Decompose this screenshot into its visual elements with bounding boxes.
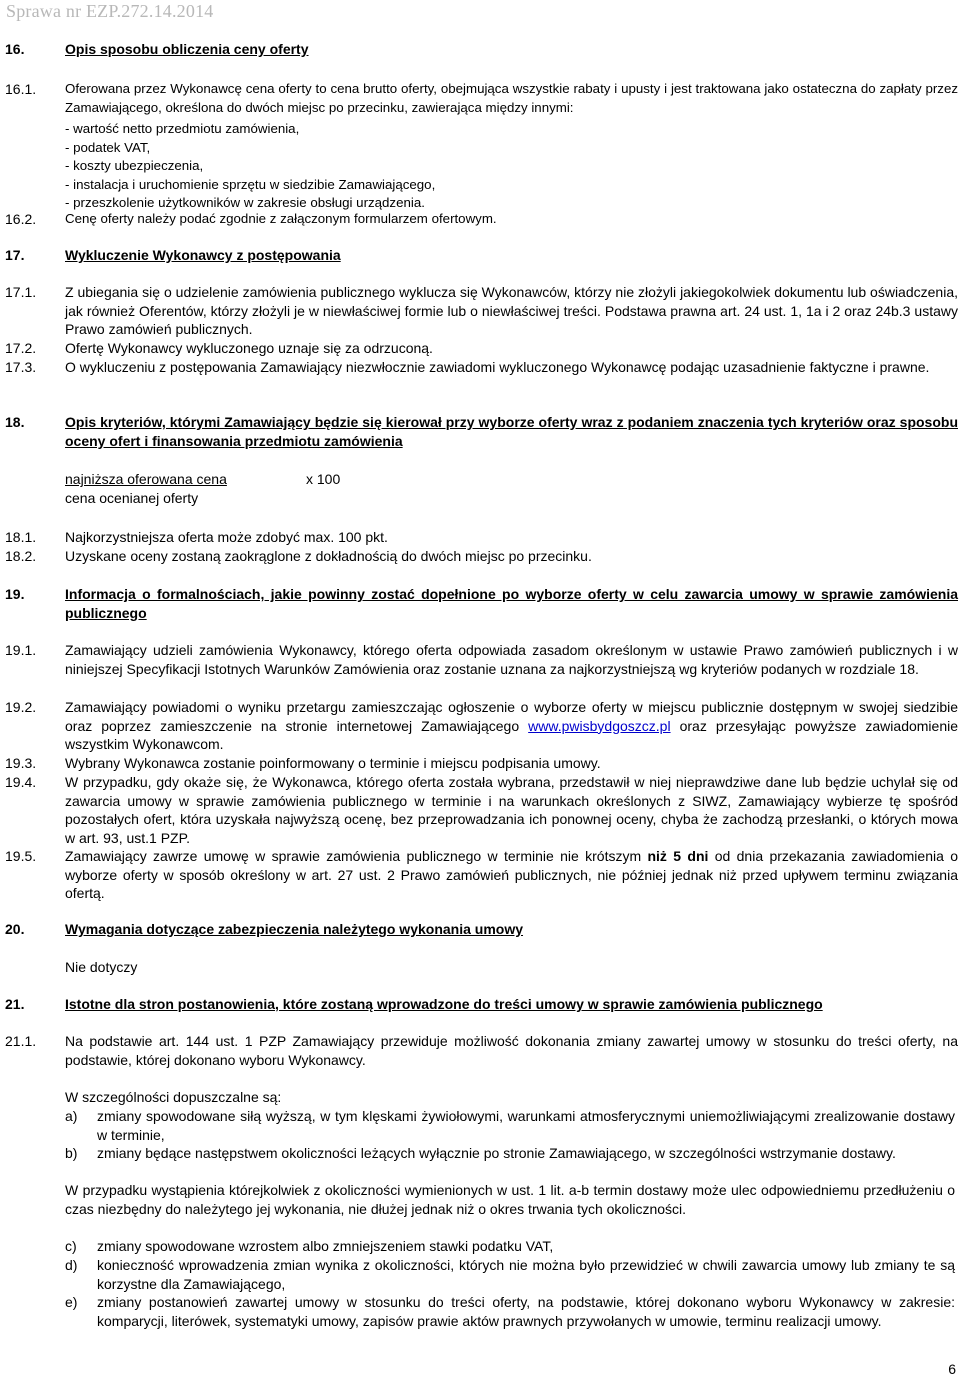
section-number: 20. (5, 921, 25, 937)
section-17-heading (5, 246, 341, 265)
item-text-part: od dnia przekazania zawiadomienia o wyborze oferty w sposób określony w art. 27 ust. 2 Prawo zamówień publicznych, nie później jednak niż przed upływem terminu związania ofertą. (65, 848, 959, 902)
list-text: zmiany postanowień zawartej umowy w stosunku do treści oferty, na podstawie, której dokonano wyboru Wykonawcy w zakresie: komparycji, literówek, systematyki umowy, zapisów prawie aktów prawnych przywołanych w umowie, terminu realizacji umowy. (97, 1294, 955, 1329)
item-number: 18.2. (5, 548, 37, 564)
list-item: - przeszkolenie użytkowników w zakresie obsługi urządzenia. (65, 195, 425, 211)
section-number: 17. (5, 247, 25, 263)
section-title: Opis kryteriów, którymi Zamawiający będzie się kierował przy wyborze oferty wraz z podaniem znaczenia tych kryteriów oraz sposobu oceny ofert i finansowania przedmiotu zamówienia (65, 414, 958, 449)
section-20-text: Nie dotyczy (65, 959, 138, 975)
list-letter: d) (65, 1257, 78, 1273)
list-letter: e) (65, 1294, 78, 1310)
list-letter: c) (65, 1238, 77, 1254)
item-text: Najkorzystniejsza oferta może zdobyć max. 100 pkt. (65, 529, 388, 545)
item-number: 19.2. (5, 699, 37, 715)
item-number: 16.2. (5, 211, 37, 227)
item-text: Ofertę Wykonawcy wykluczonego uznaje się za odrzuconą. (65, 340, 433, 356)
list-letter: a) (65, 1108, 78, 1124)
section-number: 18. (5, 414, 25, 430)
section-number: 21. (5, 996, 25, 1012)
list-text: zmiany spowodowane wzrostem albo zmniejszeniem stawki podatku VAT, (97, 1238, 554, 1254)
website-link[interactable]: www.pwisbydgoszcz.pl (528, 717, 671, 734)
section-title: Opis sposobu obliczenia ceny oferty (65, 41, 309, 57)
item-text-part: Zamawiający powiadomi o wyniku przetargu zamieszczając ogłoszenie o wyborze oferty w miejscu publicznie dostępnym w swojej siedzibie oraz poprzez zamieszczenie na stronie internetowej Zamawiającego (65, 699, 958, 734)
list-text: zmiany będące następstwem okoliczności leżących wyłącznie po stronie Zamawiającego, w szczególności wstrzymanie dostawy. (97, 1145, 896, 1161)
item-number: 19.5. (5, 848, 37, 864)
item-text: Cenę oferty należy podać zgodnie z załączonym formularzem ofertowym. (65, 211, 497, 226)
section-number: 16. (5, 41, 25, 57)
section-number: 19. (5, 586, 25, 602)
item-text: Z ubiegania się o udzielenie zamówienia publicznego wyklucza się Wykonawców, którzy nie złożyli jakiegokolwiek dokumentu lub oświadczenia, jak również Oferentów, którzy złożyli je w niewłaściwej formie lub o niewłaściwej treści. Podstawa prawna art. 24 ust. 1, 1a i 2 oraz 24b.3 ustawy Prawo zamówień publicznych. (65, 284, 958, 338)
list-item: - koszty ubezpieczenia, (65, 158, 204, 174)
formula-denominator: cena ocenianej oferty (65, 489, 199, 506)
scoring-formula (65, 470, 227, 507)
item-number: 17.1. (5, 284, 37, 300)
list-text: konieczność wprowadzenia zmian wynika z okoliczności, których nie można było przewidzieć w chwili zawarcia umowy lub zmiany te są korzystne dla Zamawiającego, (97, 1257, 955, 1292)
item-text (65, 698, 958, 754)
item-16-1-list (65, 120, 435, 213)
item-text: Uzyskane oceny zostaną zaokrąglone z dokładnością do dwóch miejsc po przecinku. (65, 548, 592, 564)
item-number: 17.3. (5, 359, 37, 375)
item-text: O wykluczeniu z postępowania Zamawiający niezwłocznie zawiadomi wykluczonego Wykonawcę podając uzasadnienie faktyczne i prawne. (65, 359, 930, 375)
list-item: - wartość netto przedmiotu zamówienia, (65, 121, 300, 136)
item-text (65, 847, 958, 903)
document-header: Sprawa nr EZP.272.14.2014 (6, 1, 214, 21)
section-title: Istotne dla stron postanowienia, które zostaną wprowadzone do treści umowy w sprawie zamówienia publicznego (65, 996, 823, 1012)
section-16-heading (5, 40, 309, 59)
list-item: - instalacja i uruchomienie sprzętu w siedzibie Zamawiającego, (65, 176, 436, 192)
item-number: 16.1. (5, 81, 37, 97)
section-20-heading (5, 920, 523, 939)
section-title: Informacja o formalnościach, jakie powinny zostać dopełnione po wyborze oferty w celu zawarcia umowy w sprawie zamówienia publicznego (65, 586, 958, 621)
extension-paragraph: W przypadku wystąpienia którejkolwiek z okoliczności wymienionych w ust. 1 lit. a-b termin dostawy może ulec odpowiedniemu przedłużeniu o czas niezbędny do należytego jej wykonania, nie dłużej jednak niż o okres trwania tych okoliczności. (65, 1182, 955, 1217)
item-text-part: Zamawiający zawrze umowę w sprawie zamówienia publicznego w terminie nie krótszym (65, 848, 642, 864)
item-text: Na podstawie art. 144 ust. 1 PZP Zamawiający przewiduje możliwość dokonania zmiany zawartej umowy w stosunku do treści oferty, na podstawie, której dokonano wyboru Wykonawcy. (65, 1033, 958, 1068)
section-title: Wykluczenie Wykonawcy z postępowania (65, 247, 341, 263)
item-number: 21.1. (5, 1033, 37, 1049)
list-text: zmiany spowodowane siłą wyższą, w tym klęskami żywiołowymi, warunkami atmosferycznymi uniemożliwiającymi zrealizowanie dostawy w terminie, (97, 1108, 955, 1143)
item-number: 18.1. (5, 529, 37, 545)
section-title: Wymagania dotyczące zabezpieczenia należytego wykonania umowy (65, 921, 524, 937)
formula-multiplier: x 100 (306, 471, 341, 487)
page-number: 6 (948, 1361, 956, 1378)
formula-numerator: najniższa oferowana cena (65, 471, 227, 487)
item-text: Wybrany Wykonawca zostanie poinformowany o terminie i miejscu podpisania umowy. (65, 755, 601, 771)
item-text: Oferowana przez Wykonawcę cena oferty to cena brutto oferty, obejmująca wszystkie rabaty i upusty i jest traktowana jako ostateczna do zapłaty przez Zamawiającego, określona do dwóch miejsc po przecinku, zawierająca między innymi: (65, 81, 958, 115)
item-number: 19.3. (5, 755, 37, 771)
section-21-heading (5, 995, 823, 1014)
list-item: - podatek VAT, (65, 139, 151, 155)
item-text-part: oraz przesyłając powyższe zawiadomienie wszystkim Wykonawcom. (65, 717, 959, 753)
item-number: 19.4. (5, 774, 37, 790)
list-letter: b) (65, 1145, 78, 1161)
emphasis: niż 5 dni (647, 848, 709, 864)
allowed-changes-intro: W szczególności dopuszczalne są: (65, 1089, 282, 1105)
item-number: 17.2. (5, 340, 37, 356)
item-text: W przypadku, gdy okaże się, że Wykonawca, którego oferta została wybrana, przedstawił w niej nieprawdziwe dane lub będzie uchylał się od zawarcia umowy w sprawie zamówienia publicznego w terminie i na warunkach określonych z SIWZ, Zamawiający wybierze tę spośród pozostałych ofert, która uzyskała najwyższą ocenę, bez przeprowadzania ich ponownej oceny, chyba że zachodzą przesłanki, o których mowa w art. 93, ust.1 PZP. (65, 774, 958, 846)
item-number: 19.1. (5, 642, 37, 658)
item-text: Zamawiający udzieli zamówienia Wykonawcy, którego oferta odpowiada zasadom określonym w ustawie Prawo zamówień publicznych i w niniejszej Specyfikacji Istotnych Warunków Zamówienia oraz zostanie uznana za najkorzystniejszą wg kryteriów podanych w rozdziale 18. (65, 642, 958, 677)
